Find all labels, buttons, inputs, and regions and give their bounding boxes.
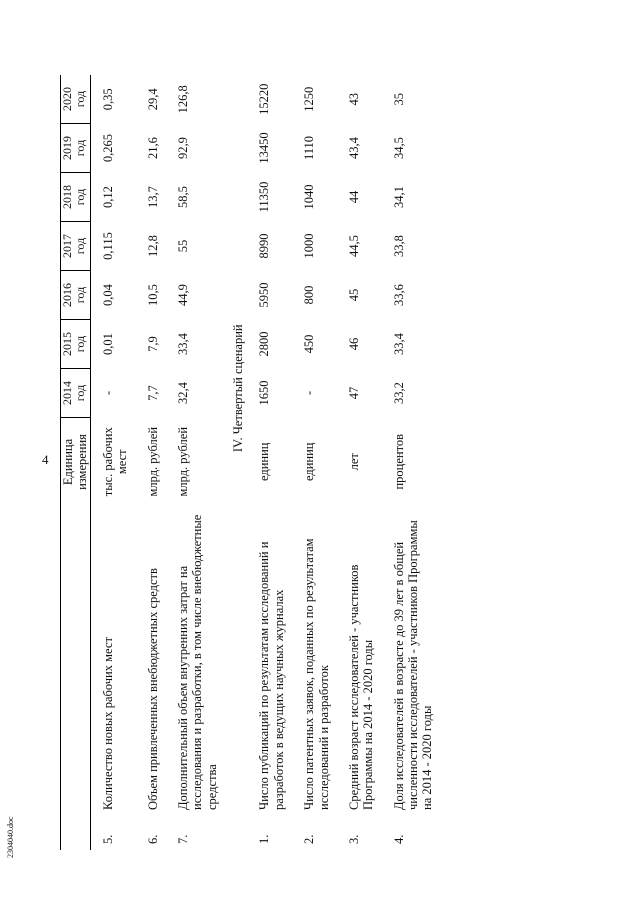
table-row [166, 75, 225, 850]
row-value-2017: 55 [175, 239, 190, 253]
row-value-2020: 126,8 [175, 85, 190, 114]
row-indicator-name: Средний возраст исследователей - участников Программы на 2014 - 2020 годы [346, 564, 376, 810]
row-value-2015: 7,9 [145, 336, 160, 352]
row-value-2018: 44 [346, 190, 361, 204]
row-value-2019: 34,5 [391, 137, 406, 159]
table-row [90, 75, 135, 850]
header-year-2018: 2018 год [61, 173, 91, 222]
row-number: 7. [175, 834, 190, 844]
row-value-2014: 47 [346, 386, 361, 400]
row-value-2019: 43,4 [346, 137, 361, 159]
row-indicator-name: Число публикаций по результатам исследований и разработок в ведущих научных журналах [257, 541, 286, 810]
row-value-2018: 0,12 [100, 186, 115, 208]
row-unit: лет [346, 453, 361, 471]
row-value-2015: 33,4 [175, 333, 190, 355]
section-title: IV. Четвертый сценарий [231, 324, 245, 453]
row-indicator-name: Доля исследователей в возрасте до 39 лет в общей численности исследователей - участников Программы на 2014 - 2020 годы [391, 520, 435, 810]
row-indicator-name: Дополнительный объем внутренних затрат на исследования и разработки, в том числе внебюджетные средства [175, 514, 219, 810]
row-number: 6. [145, 834, 160, 844]
row-value-2020: 0,35 [100, 88, 115, 111]
row-value-2018: 58,5 [175, 186, 190, 208]
row-value-2014: - [302, 390, 317, 396]
row-value-2017: 8990 [257, 233, 272, 259]
row-value-2015: 46 [346, 337, 361, 351]
header-name-cell [61, 506, 91, 810]
row-value-2016: 5950 [257, 282, 272, 308]
row-value-2015: 33,4 [391, 333, 406, 355]
header-year-2019: 2019 год [61, 124, 91, 173]
header-year-2014: 2014 год [61, 369, 91, 418]
row-value-2019: 21,6 [145, 137, 160, 159]
row-indicator-name: Количество новых рабочих мест [100, 637, 115, 810]
row-unit: процентов [391, 433, 406, 490]
row-value-2019: 13450 [257, 132, 272, 164]
row-indicator-name: Число патентных заявок, поданных по результатам исследований и разработок [302, 538, 331, 810]
row-value-2015: 450 [302, 334, 317, 354]
file-code: 2304040.doc [6, 816, 15, 858]
table-row [337, 75, 382, 850]
row-unit: млрд. рублей [145, 426, 160, 497]
row-value-2019: 0,265 [100, 133, 115, 163]
row-value-2019: 92,9 [175, 137, 190, 159]
table-row [136, 75, 166, 850]
row-unit: тыс. рабочих мест [100, 427, 130, 497]
table-row [247, 75, 292, 850]
indicators-table [60, 75, 441, 850]
row-value-2017: 33,8 [391, 235, 406, 257]
row-number: 2. [302, 834, 317, 844]
row-value-2020: 29,4 [145, 88, 160, 111]
table-row [382, 75, 441, 850]
row-value-2017: 1000 [302, 233, 317, 259]
header-year-2016: 2016 год [61, 271, 91, 320]
row-value-2014: 7,7 [145, 385, 160, 401]
row-value-2018: 13,7 [145, 186, 160, 208]
row-value-2014: 1650 [257, 380, 272, 406]
row-value-2019: 1110 [302, 135, 317, 161]
header-year-2015: 2015 год [61, 320, 91, 369]
row-value-2016: 44,9 [175, 284, 190, 306]
row-number: 3. [346, 834, 361, 844]
section-row [225, 75, 247, 850]
row-value-2020: 35 [391, 93, 406, 106]
row-value-2020: 43 [346, 93, 361, 106]
row-value-2015: 0,01 [100, 333, 115, 355]
row-value-2017: 44,5 [346, 235, 361, 257]
row-value-2018: 11350 [257, 181, 272, 213]
header-num-cell [61, 810, 91, 850]
row-value-2016: 10,5 [145, 284, 160, 306]
row-value-2020: 15220 [257, 83, 272, 115]
row-value-2017: 12,8 [145, 235, 160, 257]
row-value-2014: 32,4 [175, 382, 190, 404]
row-indicator-name: Объем привлеченных внебюджетных средств [145, 568, 160, 810]
row-unit: млрд. рублей [175, 426, 190, 497]
header-year-2020: 2020 год [61, 75, 91, 124]
row-value-2016: 33,6 [391, 284, 406, 306]
row-value-2015: 2800 [257, 331, 272, 357]
row-unit: единиц [257, 442, 272, 482]
row-value-2018: 34,1 [391, 186, 406, 208]
row-number: 5. [100, 834, 115, 844]
table-row [292, 75, 337, 850]
header-unit: Единица измерения [61, 418, 91, 507]
table-header-row [61, 75, 91, 850]
row-value-2017: 0,115 [100, 232, 115, 260]
row-value-2014: 33,2 [391, 382, 406, 404]
row-value-2020: 1250 [302, 86, 317, 112]
header-year-2017: 2017 год [61, 222, 91, 271]
row-unit: единиц [302, 442, 317, 482]
row-number: 1. [257, 834, 272, 844]
page-number: 4 [42, 452, 49, 467]
row-value-2014: - [100, 390, 115, 396]
row-value-2018: 1040 [302, 184, 317, 210]
row-number: 4. [391, 834, 406, 844]
row-value-2016: 45 [346, 288, 361, 302]
row-value-2016: 0,04 [100, 284, 115, 306]
row-value-2016: 800 [302, 285, 317, 305]
